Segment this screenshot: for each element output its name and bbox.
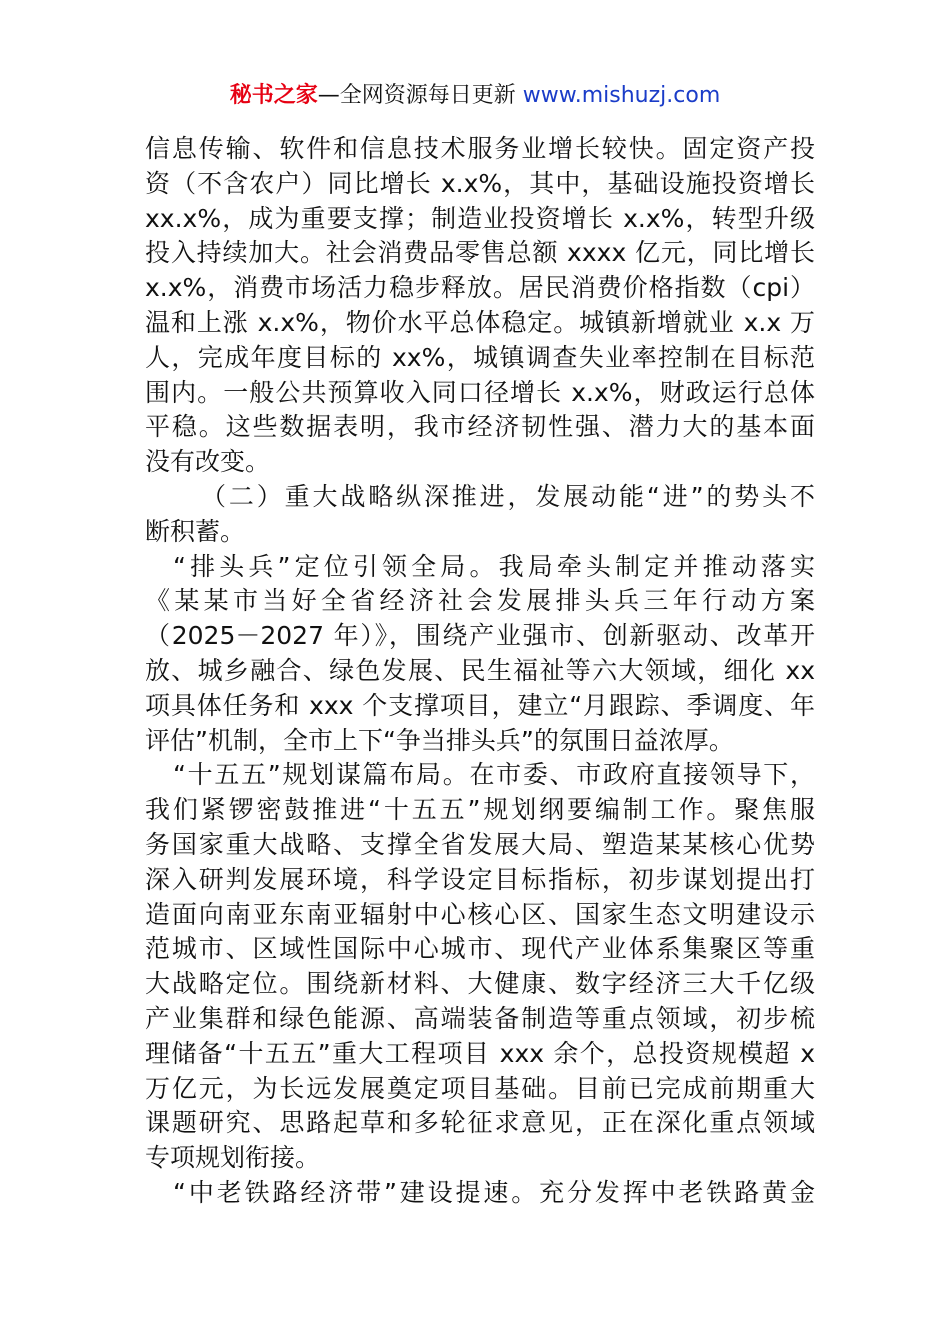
- text-line: 项具体任务和 xxx 个支撑项目，建立“月跟踪、季调度、年: [145, 690, 815, 720]
- site-header: [0, 80, 950, 112]
- site-url-link[interactable]: www.mishuzj.com: [522, 83, 721, 108]
- text-line: （2025－2027 年）》，围绕产业强市、创新驱动、改革开: [145, 621, 815, 651]
- document-body: [145, 132, 815, 1211]
- brand-name: 秘书之家: [229, 83, 318, 108]
- text-line: 大战略定位。围绕新材料、大健康、数字经济三大千亿级: [145, 969, 815, 999]
- text-line: 范城市、区域性国际中心城市、现代产业体系集聚区等重: [145, 934, 815, 964]
- text-line: 没有改变。: [145, 447, 271, 477]
- text-line: x.x%，消费市场活力稳步释放。居民消费价格指数（cpi）: [145, 273, 815, 303]
- text-line: 《某某市当好全省经济社会发展排头兵三年行动方案: [145, 586, 815, 616]
- text-line: 信息传输、软件和信息技术服务业增长较快。固定资产投: [145, 134, 815, 163]
- text-line: 平稳。这些数据表明，我市经济韧性强、潜力大的基本面: [145, 412, 815, 442]
- text-line: 专项规划衔接。: [145, 1143, 321, 1173]
- text-line: 产业集群和绿色能源、高端装备制造等重点领域，初步梳: [145, 1003, 815, 1033]
- section-heading-line: 断积蓄。: [145, 516, 246, 546]
- text-line: 造面向南亚东南亚辐射中心核心区、国家生态文明建设示: [145, 899, 815, 929]
- text-line: 万亿元，为长远发展奠定项目基础。目前已完成前期重大: [145, 1073, 815, 1103]
- text-line: 资（不含农户）同比增长 x.x%，其中，基础设施投资增长: [145, 168, 815, 198]
- text-line: 放、城乡融合、绿色发展、民生福祉等六大领域，细化 xx: [145, 655, 815, 685]
- text-line: “中老铁路经济带”建设提速。充分发挥中老铁路黄金: [173, 1177, 815, 1207]
- header-tagline: —全网资源每日更新: [317, 83, 523, 108]
- section-heading-line: （二）重大战略纵深推进，发展动能“进”的势头不: [201, 481, 815, 511]
- text-line: 围内。一般公共预算收入同口径增长 x.x%，财政运行总体: [145, 377, 815, 407]
- text-line: 评估”机制，全市上下“争当排头兵”的氛围日益浓厚。: [145, 725, 734, 755]
- text-line: 深入研判发展环境，科学设定目标指标，初步谋划提出打: [145, 864, 815, 894]
- text-line: 课题研究、思路起草和多轮征求意见，正在深化重点领域: [145, 1108, 815, 1138]
- text-line: xx.x%，成为重要支撑；制造业投资增长 x.x%，转型升级: [145, 203, 815, 233]
- text-line: 投入持续加大。社会消费品零售总额 xxxx 亿元，同比增长: [145, 238, 815, 268]
- text-line: 温和上涨 x.x%，物价水平总体稳定。城镇新增就业 x.x 万: [145, 307, 815, 337]
- text-line: 我们紧锣密鼓推进“十五五”规划纲要编制工作。聚焦服: [145, 795, 815, 825]
- text-line: “十五五”规划谋篇布局。在市委、市政府直接领导下，: [173, 760, 815, 790]
- text-line: 理储备“十五五”重大工程项目 xxx 余个，总投资规模超 x: [145, 1038, 815, 1068]
- text-line: 务国家重大战略、支撑全省发展大局、塑造某某核心优势: [145, 829, 815, 859]
- text-line: 人，完成年度目标的 xx%，城镇调查失业率控制在目标范: [145, 342, 815, 372]
- text-line: “排头兵”定位引领全局。我局牵头制定并推动落实: [173, 551, 815, 581]
